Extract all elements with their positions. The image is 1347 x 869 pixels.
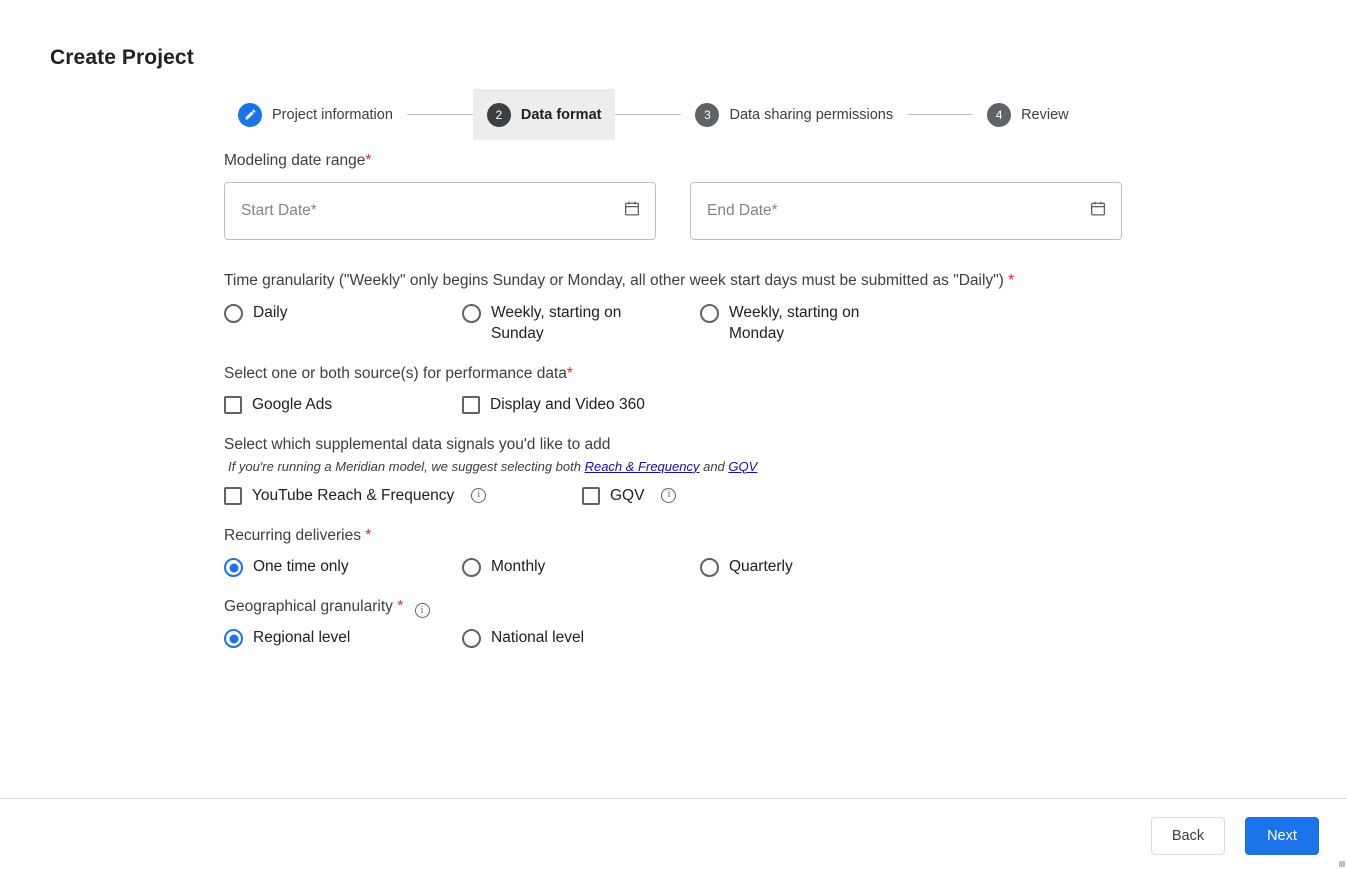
checkbox-icon[interactable] <box>582 487 600 505</box>
helper-middle: and <box>699 458 729 474</box>
step-1-circle <box>238 103 262 127</box>
performance-sources-label <box>224 363 1124 385</box>
geographical-granularity-text: Geographical granularity <box>224 597 393 615</box>
next-button[interactable]: Next <box>1245 817 1319 855</box>
recurring-deliveries-options <box>224 557 1124 578</box>
end-date-input[interactable] <box>690 182 1122 240</box>
radio-monthly[interactable] <box>462 557 700 578</box>
step-2-circle: 2 <box>487 103 511 127</box>
calendar-icon[interactable] <box>623 200 641 223</box>
radio-one-time-only-label: One time only <box>253 558 349 576</box>
checkbox-youtube-reach-frequency[interactable] <box>224 486 582 507</box>
checkbox-display-video-360[interactable] <box>462 395 700 416</box>
step-review[interactable] <box>973 89 1083 140</box>
radio-daily-label: Daily <box>253 303 288 321</box>
radio-regional-level-label: Regional level <box>253 629 351 647</box>
radio-national-level[interactable] <box>462 628 700 649</box>
recurring-deliveries-label <box>224 525 1124 547</box>
required-asterisk: * <box>365 152 372 169</box>
geographical-granularity-options <box>224 628 1124 649</box>
checkbox-icon[interactable] <box>224 487 242 505</box>
radio-quarterly-label: Quarterly <box>729 558 793 576</box>
checkbox-gqv[interactable] <box>582 486 822 507</box>
checkbox-gqv-label: GQV <box>610 486 645 504</box>
radio-quarterly[interactable] <box>700 557 940 578</box>
supplemental-signals-helper <box>228 459 1124 474</box>
checkbox-icon[interactable] <box>462 396 480 414</box>
step-3-circle: 3 <box>695 103 719 127</box>
geographical-granularity-label <box>224 596 1124 618</box>
step-4-label: Review <box>1021 106 1069 123</box>
radio-national-level-label: National level <box>491 629 585 647</box>
radio-monthly-label: Monthly <box>491 558 546 576</box>
scroll-indicator[interactable] <box>1339 861 1345 867</box>
radio-regional-level[interactable] <box>224 628 462 649</box>
wizard-stepper <box>224 89 1083 140</box>
step-2-label: Data format <box>520 106 602 123</box>
radio-icon[interactable] <box>224 629 243 648</box>
step-divider-2 <box>615 114 681 115</box>
required-asterisk: * <box>365 526 372 544</box>
page-title: Create Project <box>50 46 194 69</box>
helper-prefix: If you're running a Meridian model, we suggest selecting both <box>228 458 585 474</box>
radio-weekly-monday-label: Weekly, starting on Monday <box>729 303 860 342</box>
required-asterisk: * <box>566 364 573 382</box>
radio-icon[interactable] <box>224 304 243 323</box>
required-asterisk: * <box>397 597 404 615</box>
step-divider-1 <box>407 114 473 115</box>
date-range-row <box>224 182 1124 240</box>
performance-sources-text: Select one or both source(s) for performance data <box>224 364 567 382</box>
reach-frequency-link[interactable]: Reach & Frequency <box>584 458 700 474</box>
required-asterisk: * <box>1008 272 1015 290</box>
radio-weekly-sunday-label: Weekly, starting on Sunday <box>491 303 622 342</box>
time-granularity-label <box>224 270 1124 292</box>
supplemental-signals-options <box>224 486 1124 507</box>
checkbox-google-ads[interactable] <box>224 395 462 416</box>
info-icon[interactable]: i <box>471 488 486 503</box>
step-data-format[interactable] <box>473 89 616 140</box>
radio-icon[interactable] <box>462 629 481 648</box>
back-button[interactable]: Back <box>1151 817 1225 855</box>
radio-icon[interactable] <box>700 304 719 323</box>
radio-daily[interactable] <box>224 303 462 345</box>
checkbox-google-ads-label: Google Ads <box>252 396 333 414</box>
modeling-date-range-label <box>224 150 1124 172</box>
end-date-placeholder: End Date* <box>707 202 778 220</box>
step-3-label: Data sharing permissions <box>729 106 894 123</box>
gqv-link[interactable]: GQV <box>728 458 758 474</box>
step-1-label: Project information <box>272 106 393 123</box>
checkbox-display-video-360-label: Display and Video 360 <box>490 396 645 414</box>
time-granularity-options <box>224 303 1124 345</box>
radio-weekly-monday[interactable] <box>700 303 940 345</box>
wizard-footer <box>0 798 1347 869</box>
checkbox-icon[interactable] <box>224 396 242 414</box>
data-format-form <box>224 150 1124 667</box>
time-granularity-text: Time granularity ("Weekly" only begins Sunday or Monday, all other week start days must be submitted as "Daily") <box>224 272 1004 290</box>
checkbox-youtube-reach-frequency-label: YouTube Reach & Frequency <box>252 486 455 504</box>
step-data-sharing-permissions[interactable] <box>681 89 907 140</box>
radio-one-time-only[interactable] <box>224 557 462 578</box>
radio-icon[interactable] <box>462 558 481 577</box>
radio-icon[interactable] <box>224 558 243 577</box>
modeling-date-range-text: Modeling date range <box>224 152 366 169</box>
recurring-deliveries-text: Recurring deliveries <box>224 526 361 544</box>
radio-icon[interactable] <box>700 558 719 577</box>
radio-icon[interactable] <box>462 304 481 323</box>
performance-sources-options <box>224 395 1124 416</box>
pencil-icon <box>244 108 257 121</box>
info-icon[interactable]: i <box>415 603 430 618</box>
radio-weekly-sunday[interactable] <box>462 303 700 345</box>
supplemental-signals-label: Select which supplemental data signals you'd like to add <box>224 436 611 454</box>
step-project-information[interactable] <box>224 89 407 140</box>
start-date-placeholder: Start Date* <box>241 202 317 220</box>
calendar-icon[interactable] <box>1089 200 1107 223</box>
step-divider-3 <box>907 114 973 115</box>
info-icon[interactable]: i <box>661 488 676 503</box>
step-4-circle: 4 <box>987 103 1011 127</box>
start-date-input[interactable] <box>224 182 656 240</box>
